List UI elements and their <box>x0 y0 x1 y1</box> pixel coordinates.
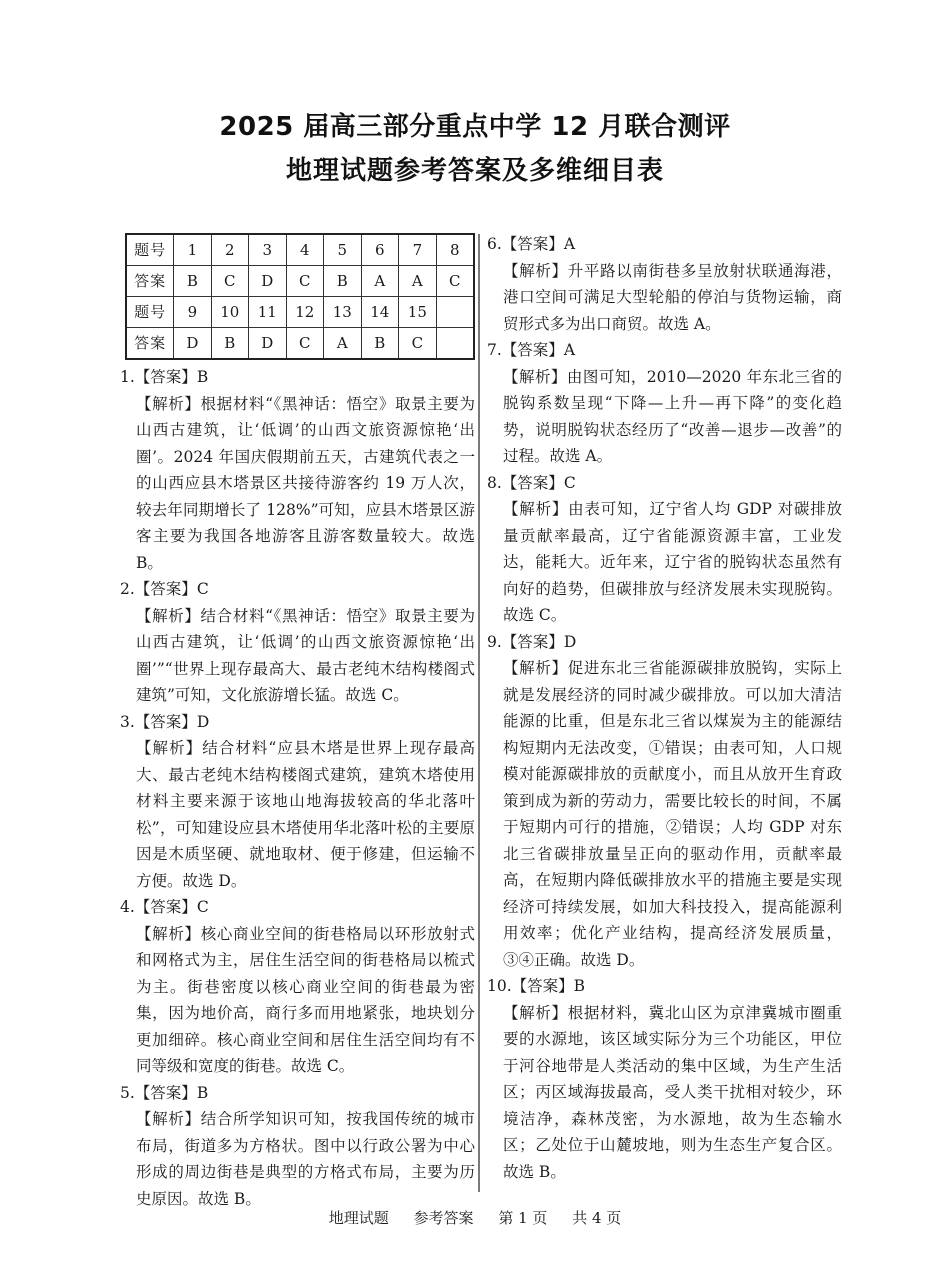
page-footer <box>0 1207 950 1228</box>
footer-total-pages: 共 4 页 <box>572 1209 622 1227</box>
table-cell: B <box>174 266 211 297</box>
table-cell: B <box>324 266 362 297</box>
item-number: 7. <box>487 341 502 359</box>
left-column <box>120 233 475 1212</box>
answer-label: 【答案】 <box>501 632 564 651</box>
row-label: 答案 <box>126 328 174 360</box>
table-cell: C <box>286 266 324 297</box>
analysis-label: 【解析】 <box>136 606 201 625</box>
analysis-text: 核心商业空间的街巷格局以环形放射式和网格式为主，居住生活空间的街巷格局以梳式为主。街巷密度以核心商业空间的街巷最为密集，因为地价高，商行多而用地紧张，地块划分更加细碎。核心商业空间和居住生活空间均有不同等级和宽度的街巷。故选 C。 <box>136 924 475 1075</box>
table-cell: 2 <box>211 234 249 266</box>
analysis-text: 根据材料，冀北山区为京津冀城市圈重要的水源地，该区域实际分为三个功能区，甲位于河谷地带是人类活动的集中区域，为生产生活区；丙区域海拔最高，受人类干扰相对较少，环境洁净，森林茂密，为水源地，故为生态输水区；乙处位于山麓坡地，则为生态生产复合区。故选 B。 <box>503 1003 842 1181</box>
analysis-text: 升平路以南街巷多呈放射状联通海港，港口空间可满足大型轮船的停泊与货物运输，商贸形式多为出口商贸。故选 A。 <box>503 261 842 333</box>
analysis-label: 【解析】 <box>503 500 569 518</box>
table-cell: 1 <box>174 234 211 266</box>
answer-item-2 <box>120 576 475 709</box>
analysis-text: 结合材料“应县木塔是世界上现存最高大、最古老纯木结构楼阁式建筑，建筑木塔使用材料主要来源于该地山地海拔较高的华北落叶松”，可知建设应县木塔使用华北落叶松的主要原因是木质坚硬、就地取材、便于修建，但运输不方便。故选 D。 <box>136 739 475 890</box>
answer-value: C <box>563 473 576 492</box>
table-cell <box>436 328 474 360</box>
answer-value: D <box>196 712 210 731</box>
answer-key-table <box>125 233 475 360</box>
footer-subject: 地理试题 <box>328 1209 389 1227</box>
answer-label: 【答案】 <box>511 977 574 995</box>
table-cell: 14 <box>361 297 399 328</box>
table-cell: 9 <box>174 297 211 328</box>
page-header <box>0 110 950 188</box>
answer-item-5 <box>120 1080 475 1213</box>
table-cell: D <box>174 328 211 360</box>
answer-item-9 <box>487 629 842 974</box>
table-row-answers <box>126 328 474 360</box>
table-row-answers <box>126 266 474 297</box>
item-number: 8. <box>487 473 502 492</box>
table-cell: 10 <box>211 297 249 328</box>
analysis-label: 【解析】 <box>503 367 567 386</box>
answer-item-10 <box>487 973 842 1185</box>
table-cell: 6 <box>361 234 399 266</box>
analysis-text: 根据材料“《黑神话：悟空》取景主要为山西古建筑，让‘低调’的山西文旅资源惊艳‘出圈’。2024 年国庆假期前五天，古建筑代表之一的山西应县木塔景区共接待游客约 19 万人次，较去年同期增长了 128%”可知，应县木塔景区游客主要为我国各地游客且游客数量较大。故选 B。 <box>136 394 475 572</box>
analysis-label: 【解析】 <box>136 924 201 943</box>
answer-label: 【答案】 <box>501 341 564 359</box>
analysis-label: 【解析】 <box>136 739 203 757</box>
exam-title: 2025 届高三部分重点中学 12 月联合测评 <box>219 112 731 142</box>
right-column <box>487 231 842 1185</box>
table-cell: 4 <box>286 234 324 266</box>
table-row-questions <box>126 297 474 328</box>
answer-label: 【答案】 <box>134 712 197 731</box>
column-divider <box>478 234 480 1192</box>
answer-label: 【答案】 <box>501 473 564 492</box>
table-cell: B <box>361 328 399 360</box>
answer-item-6 <box>487 231 842 337</box>
answer-item-4 <box>120 894 475 1080</box>
analysis-label: 【解析】 <box>503 261 568 280</box>
answer-item-8 <box>487 470 842 629</box>
answer-value: B <box>196 1083 209 1102</box>
analysis-label: 【解析】 <box>136 394 201 413</box>
answer-item-1 <box>120 364 475 576</box>
table-cell: A <box>361 266 399 297</box>
table-cell: B <box>211 328 249 360</box>
table-cell: 5 <box>324 234 362 266</box>
table-cell: C <box>211 266 249 297</box>
table-cell: C <box>399 328 437 360</box>
item-number: 10. <box>487 977 512 995</box>
table-row-questions <box>126 234 474 266</box>
answer-value: A <box>563 235 576 253</box>
analysis-text: 结合材料“《黑神话：悟空》取景主要为山西古建筑，让‘低调’的山西文旅资源惊艳‘出圈’”“世界上现存最高大、最古老纯木结构楼阁式建筑”可知，文化旅游增长猛。故选 C。 <box>136 606 475 704</box>
table-cell: 3 <box>249 234 287 266</box>
answer-label: 【答案】 <box>134 898 197 916</box>
row-label: 题号 <box>126 234 174 266</box>
row-label: 题号 <box>126 297 174 328</box>
table-cell: 8 <box>436 234 474 266</box>
answer-value: C <box>196 580 209 598</box>
footer-page-number: 第 1 页 <box>498 1209 548 1227</box>
answer-value: B <box>196 368 209 386</box>
table-cell: C <box>436 266 474 297</box>
table-cell: 15 <box>399 297 437 328</box>
answer-label: 【答案】 <box>134 1083 197 1102</box>
table-cell: D <box>249 266 287 297</box>
item-number: 3. <box>120 712 135 731</box>
analysis-text: 由表可知，辽宁省人均 GDP 对碳排放量贡献率最高，辽宁省能源资源丰富，工业发达，能耗大。近年来，辽宁省的脱钩状态虽然有向好的趋势，但碳排放与经济发展未实现脱钩。故选 C。 <box>503 500 842 624</box>
item-number: 5. <box>120 1083 135 1102</box>
answer-label: 【答案】 <box>134 368 197 386</box>
answer-value: A <box>563 341 576 359</box>
answer-label: 【答案】 <box>501 235 564 253</box>
analysis-label: 【解析】 <box>503 659 568 677</box>
table-cell: 11 <box>249 297 287 328</box>
answer-item-7 <box>487 337 842 470</box>
footer-doc-type: 参考答案 <box>413 1209 474 1227</box>
answer-value: B <box>573 977 586 995</box>
row-label: 答案 <box>126 266 174 297</box>
analysis-label: 【解析】 <box>503 1003 568 1022</box>
table-cell: A <box>399 266 437 297</box>
table-cell: 7 <box>399 234 437 266</box>
item-number: 2. <box>120 580 135 598</box>
answer-value: C <box>196 898 209 916</box>
analysis-text: 由图可知，2010—2020 年东北三省的脱钩系数呈现“下降—上升—再下降”的变化趋势，说明脱钩状态经历了“改善—退步—改善”的过程。故选 A。 <box>503 367 842 465</box>
table-cell: 13 <box>324 297 362 328</box>
answer-label: 【答案】 <box>134 580 197 598</box>
item-number: 1. <box>120 368 135 386</box>
item-number: 6. <box>487 235 502 253</box>
table-cell: C <box>286 328 324 360</box>
table-cell: D <box>249 328 287 360</box>
answer-item-3 <box>120 709 475 895</box>
item-number: 4. <box>120 898 135 916</box>
table-cell <box>436 297 474 328</box>
analysis-label: 【解析】 <box>136 1110 201 1128</box>
analysis-text: 促进东北三省能源碳排放脱钩，实际上就是发展经济的同时减少碳排放。可以加大清洁能源的比重，但是东北三省以煤炭为主的能源结构短期内无法改变，①错误；由表可知，人口规模对能源碳排放的贡献度小，而且从放开生育政策到成为新的劳动力，需要比较长的时间，不属于短期内可行的措施，②错误；人均 GDP 对东北三省碳排放量呈正向的驱动作用，贡献率最高，在短期内降低碳排放水平的措施主要是实现经济可持续发展，如加大科技投入，提高能源利用效率；优化产业结构，提高经济发展质量，③④正确。故选 D。 <box>503 659 842 969</box>
document-subtitle: 地理试题参考答案及多维细目表 <box>285 156 664 186</box>
item-number: 9. <box>487 632 502 651</box>
analysis-text: 结合所学知识可知，按我国传统的城市布局，街道多为方格状。图中以行政公署为中心形成的周边街巷是典型的方格式布局，主要为历史原因。故选 B。 <box>136 1110 475 1208</box>
answer-value: D <box>563 632 577 651</box>
table-cell: A <box>324 328 362 360</box>
table-cell: 12 <box>286 297 324 328</box>
